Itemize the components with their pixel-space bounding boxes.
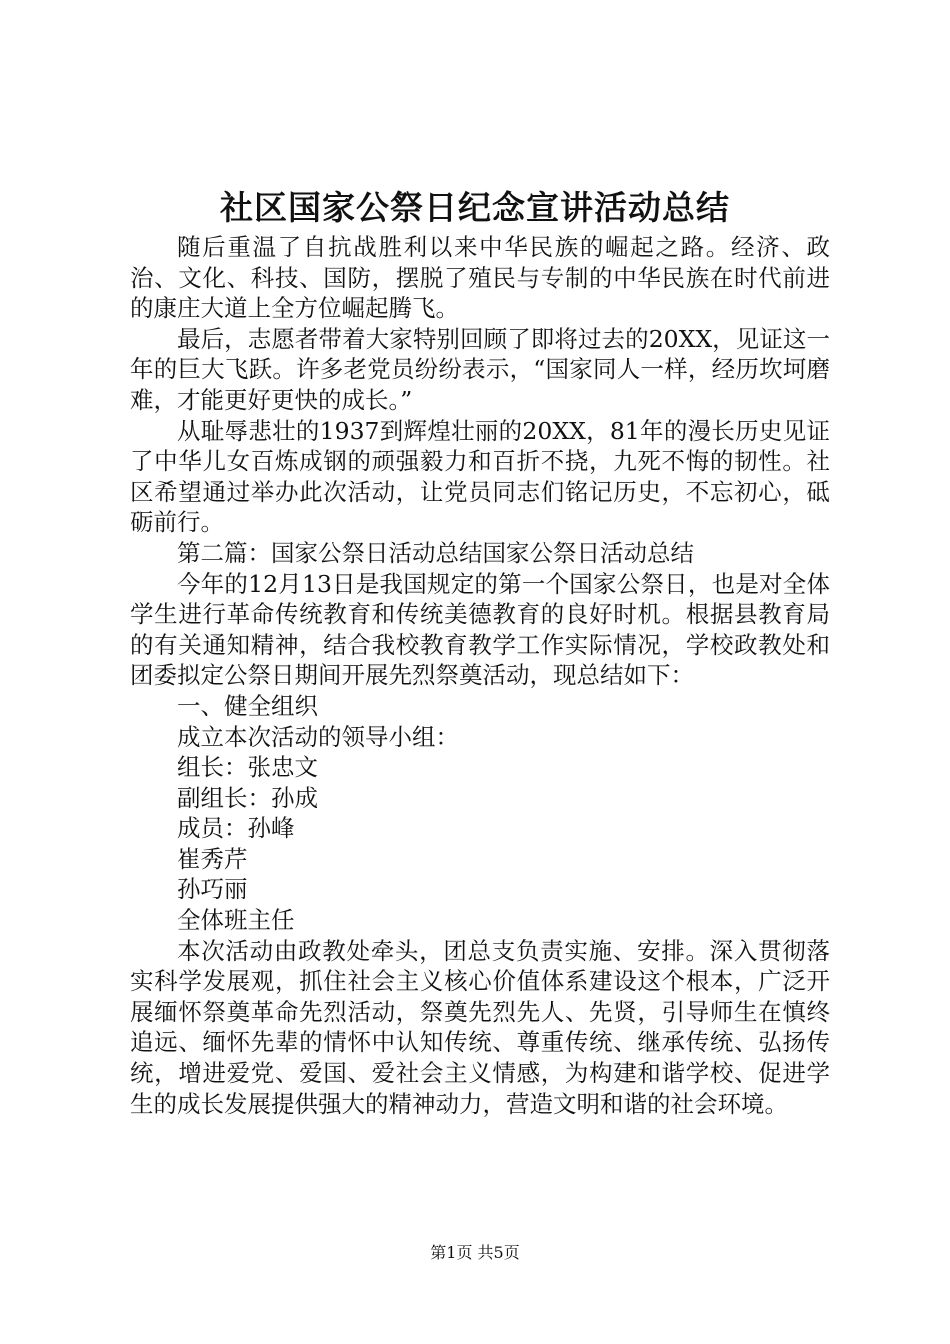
list-item: 组长：张忠文 [177,753,318,782]
paragraph: 随后重温了自抗战胜利以来中华民族的崛起之路。经济、政治、文化、科技、国防，摆脱了殖民与专制的中华民族在时代前进的康庄大道上全方位崛起腾飞。 [130,233,830,323]
paragraph: 从耻辱悲壮的1937到辉煌壮丽的20XX，81年的漫长历史见证了中华儿女百炼成钢的顽强毅力和百折不挠，九死不悔的韧性。社区希望通过举办此次活动，让党员同志们铭记历史，不忘初心，砥砺前行。 [130,416,830,537]
list-heading: 一、健全组织 [177,691,318,720]
paragraph: 今年的12月13日是我国规定的第一个国家公祭日，也是对全体学生进行革命传统教育和传统美德教育的良好时机。根据县教育局的有关通知精神，结合我校教育教学工作实际情况，学校政教处和团委拟定公祭日期间开展先烈祭奠活动，现总结如下： [130,569,830,690]
page-number-footer: 第1页 共5页 [430,1243,520,1262]
list-item: 全体班主任 [177,906,295,935]
paragraph: 最后，志愿者带着大家特别回顾了即将过去的20XX，见证这一年的巨大飞跃。许多老党员纷纷表示，“国家同人一样，经历坎坷磨难，才能更好更快的成长。” [130,324,830,414]
paragraph: 本次活动由政教处牵头，团总支负责实施、安排。深入贯彻落实科学发展观，抓住社会主义核心价值体系建设这个根本，广泛开展缅怀祭奠革命先烈活动，祭奠先烈先人、先贤，引导师生在慎终追远、缅怀先辈的情怀中认知传统、尊重传统、继承传统、弘扬传统，增进爱党、爱国、爱社会主义情感，为构建和谐学校、促进学生的成长发展提供强大的精神动力，营造文明和谐的社会环境。 [130,936,830,1118]
document-title: 社区国家公祭日纪念宣讲活动总结 [220,188,730,227]
list-item: 孙巧丽 [177,875,248,904]
list-item: 成员：孙峰 [177,814,295,843]
list-item: 成立本次活动的领导小组： [177,722,459,751]
section-heading: 第二篇：国家公祭日活动总结国家公祭日活动总结 [177,538,694,567]
document-body [130,232,830,1119]
list-item: 崔秀芹 [177,844,248,873]
list-item: 副组长：孙成 [177,783,318,812]
